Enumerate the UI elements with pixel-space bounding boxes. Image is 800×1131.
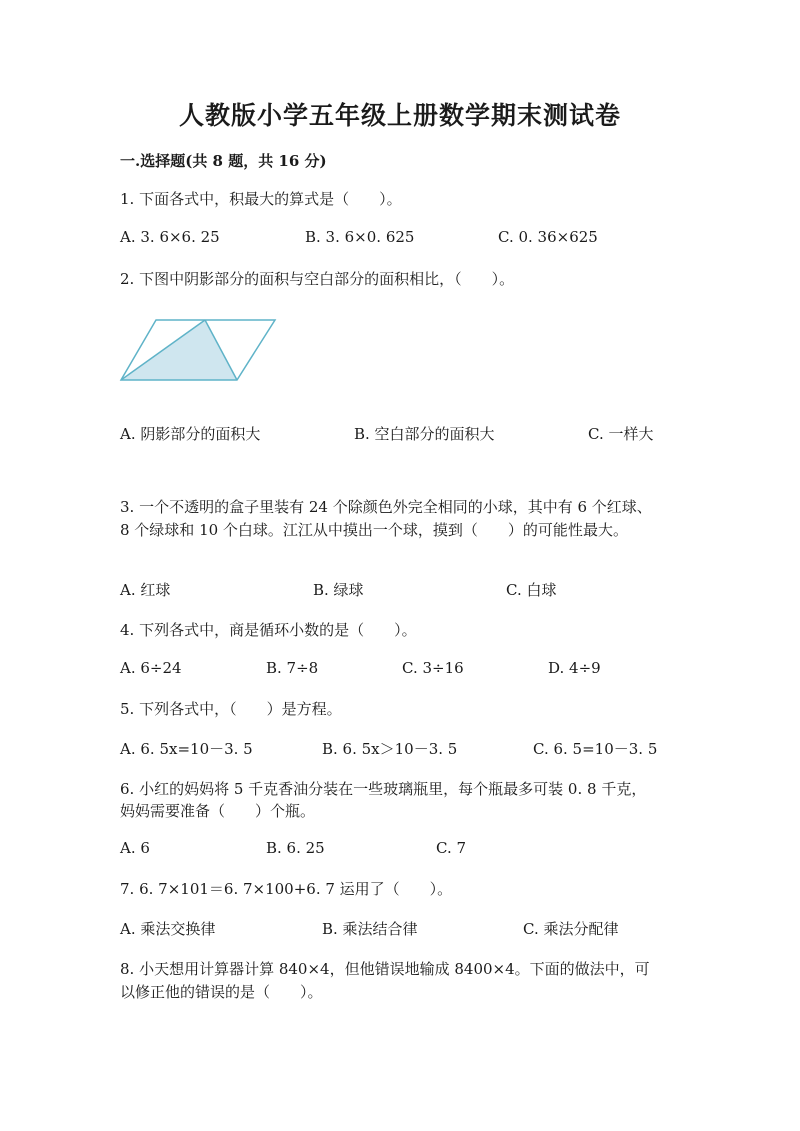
parallelogram-figure xyxy=(118,318,280,384)
question-2-option-a[interactable]: A. 阴影部分的面积大 xyxy=(120,425,261,443)
question-3-option-b[interactable]: B. 绿球 xyxy=(313,581,364,599)
question-3-option-a[interactable]: A. 红球 xyxy=(120,581,171,599)
question-4-option-a[interactable]: A. 6÷24 xyxy=(120,659,182,677)
question-2-stem: 2. 下图中阴影部分的面积与空白部分的面积相比，（ ）。 xyxy=(120,270,515,288)
question-5-option-c[interactable]: C. 6. 5=10－3. 5 xyxy=(533,740,658,758)
question-4-option-b[interactable]: B. 7÷8 xyxy=(266,659,319,677)
question-3-option-c[interactable]: C. 白球 xyxy=(506,581,557,599)
question-6-option-b[interactable]: B. 6. 25 xyxy=(266,839,325,857)
question-2-option-b[interactable]: B. 空白部分的面积大 xyxy=(354,425,495,443)
question-5-option-b[interactable]: B. 6. 5x＞10－3. 5 xyxy=(322,740,458,758)
page-title: 人教版小学五年级上册数学期末测试卷 xyxy=(178,101,621,130)
question-1-option-a[interactable]: A. 3. 6×6. 25 xyxy=(120,228,220,246)
question-7-option-c[interactable]: C. 乘法分配律 xyxy=(523,920,619,938)
question-7-option-a[interactable]: A. 乘法交换律 xyxy=(120,920,216,938)
question-5-option-a[interactable]: A. 6. 5x=10－3. 5 xyxy=(120,740,253,758)
question-1-option-c[interactable]: C. 0. 36×625 xyxy=(498,228,598,246)
question-1-stem: 1. 下面各式中，积最大的算式是（ ）。 xyxy=(120,190,402,208)
question-7-option-b[interactable]: B. 乘法结合律 xyxy=(322,920,418,938)
question-8-stem-line-1: 8. 小天想用计算器计算 840×4，但他错误地输成 8400×4。下面的做法中，可 xyxy=(120,960,650,978)
question-4-option-c[interactable]: C. 3÷16 xyxy=(402,659,464,677)
question-3-stem-line-1: 3. 一个不透明的盒子里装有 24 个除颜色外完全相同的小球，其中有 6 个红球、 xyxy=(120,498,652,516)
section-heading: 一.选择题(共 8 题，共 16 分) xyxy=(120,152,327,170)
question-3-stem-line-2: 8 个绿球和 10 个白球。江江从中摸出一个球，摸到（ ）的可能性最大。 xyxy=(120,521,628,539)
question-7-stem: 7. 6. 7×101＝6. 7×100+6. 7 运用了（ ）。 xyxy=(120,880,453,898)
question-8-stem-line-2: 以修正他的错误的是（ ）。 xyxy=(120,983,323,1001)
question-2-option-c[interactable]: C. 一样大 xyxy=(588,425,654,443)
question-6-stem-line-2: 妈妈需要准备（ ）个瓶。 xyxy=(120,802,316,820)
question-1-option-b[interactable]: B. 3. 6×0. 625 xyxy=(305,228,415,246)
question-5-stem: 5. 下列各式中，（ ）是方程。 xyxy=(120,700,342,718)
question-4-stem: 4. 下列各式中，商是循环小数的是（ ）。 xyxy=(120,621,417,639)
question-6-stem-line-1: 6. 小红的妈妈将 5 千克香油分装在一些玻璃瓶里，每个瓶最多可装 0. 8 千克， xyxy=(120,780,647,798)
question-4-option-d[interactable]: D. 4÷9 xyxy=(548,659,601,677)
question-6-option-c[interactable]: C. 7 xyxy=(436,839,467,857)
question-6-option-a[interactable]: A. 6 xyxy=(120,839,150,857)
